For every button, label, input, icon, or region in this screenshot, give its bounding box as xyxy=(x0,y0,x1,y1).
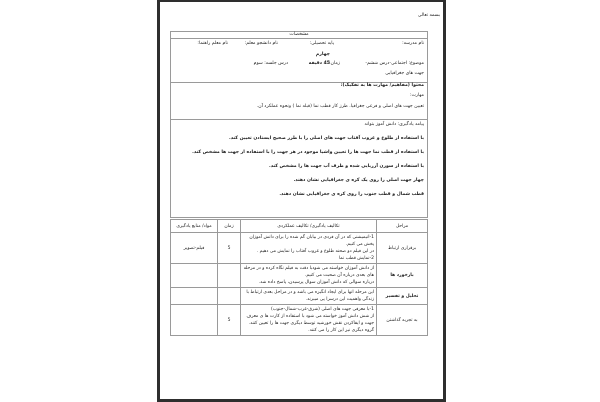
tasks-cell xyxy=(241,305,377,336)
task-line: 1-انیمیشنی که در آن فردی در بیابان گم شده را برای دانش آموزان xyxy=(249,235,374,240)
header-tasks: تکالیف یادگیری/ تکالیف عملکردی xyxy=(241,220,377,233)
content-title: محتوا (مفاهیم/ مهارت ها به تفکیک): xyxy=(340,83,424,88)
mentor-label: نام معلم راهنما: xyxy=(197,41,228,46)
tasks-cell xyxy=(241,264,377,288)
session: درس جلسه: سوم xyxy=(253,61,288,66)
task-line: درباره سوالی که دانش آموزان سوال پرسیدن، پاسخ داده شد. xyxy=(258,280,374,285)
outcome-item: با استفاده از قطب نما جهت ها را تعیین واشیا موجود در هر جهت را با استفاده از جهت ها مشخص کند. xyxy=(192,150,424,155)
skills-text: تعیین جهت های اصلی و فرعی جغرافیا. طرز کار قطب نما (قبله نما ) ونحوه عملکرد آن. xyxy=(256,104,424,109)
stage-cell: تحلیل و تفسیر xyxy=(377,288,428,305)
materials-cell xyxy=(171,264,218,288)
bismillah: بسمه تعالی xyxy=(417,13,440,18)
table-header-row xyxy=(171,220,428,233)
topic: جهت های جغرافیایی xyxy=(385,71,424,76)
task-line: در این فیلم دو صحنه طلوع و غروب آفتاب را نمایش می دهیم . xyxy=(256,249,374,254)
tasks-cell xyxy=(241,233,377,264)
info-title: مشخصات xyxy=(289,32,309,37)
task-line: پخش می کنیم. xyxy=(345,242,374,247)
task-line: زندگی واهمیت این درسرا پی میبرند. xyxy=(305,297,374,302)
tasks-cell xyxy=(241,288,377,305)
table-row xyxy=(171,233,428,264)
outcome-item: با استفاده از سوزن آزربایی شده و ظرف آب جهت ها را مشخص کند. xyxy=(268,164,424,169)
outcome-item: با استفاده از طلوع و غروب آفتاب جهت های اصلی را با طرز صحیح ایستادن تعیین کند. xyxy=(229,136,424,141)
header-materials: مواد/ منابع یادگیری xyxy=(171,220,218,233)
time-cell xyxy=(218,264,241,288)
time-cell: 5 xyxy=(218,305,241,336)
subject: موضوع: اجتماعی-درس ششم- xyxy=(365,61,424,66)
duration-value: 45 دقیقه xyxy=(308,61,330,66)
lesson-table xyxy=(170,219,428,336)
time-cell xyxy=(218,288,241,305)
materials-cell xyxy=(171,288,218,305)
materials-cell xyxy=(171,305,218,336)
duration-label: زمان: xyxy=(329,61,340,66)
stage-cell: به تجربه گذاشتن xyxy=(377,305,428,336)
materials-cell: فیلم-تصویر xyxy=(171,233,218,264)
task-line: این مرحله انها برای ایجاد انگیزه می باشد و در مراحل بعدی ارتباط با xyxy=(246,290,374,295)
stage-cell: برقراری ارتباط xyxy=(377,233,428,264)
table-row xyxy=(171,288,428,305)
stage-cell: بازخورد ها xyxy=(377,264,428,288)
skills-label: مهارت: xyxy=(409,93,424,98)
grade-value: چهارم xyxy=(315,52,330,57)
task-line: از شش دانش آموز خواسته می شود با استفاده از کارت ها ی معرف xyxy=(246,314,374,319)
outcomes-title: پیامد یادگیری: دانش آموز بتواند xyxy=(364,122,424,127)
task-line: 1-با معرفی جهت های اصلی (شرق-غرب-شمال-جنوب) xyxy=(270,307,374,312)
table-row xyxy=(171,305,428,336)
header-stages: مراحل xyxy=(377,220,428,233)
task-line: از دانش آموزان خواسته می شودبا دقت به فیلم نگاه کرده و در مرحله xyxy=(243,266,374,271)
grade-label: پایه تحصیلی: xyxy=(309,41,334,46)
divider xyxy=(170,38,428,39)
time-cell: 5 xyxy=(218,233,241,264)
table-row xyxy=(171,264,428,288)
school-label: نام مدرسه: xyxy=(402,41,424,46)
student-teacher-label: نام دانشجو معلم: xyxy=(244,41,278,46)
outcome-item: چهار جهت اصلی را روی یک کره ی جغرافیایی نشان دهند. xyxy=(293,178,424,183)
task-line: های بعدی درباره آن صحبت می کنیم. xyxy=(305,273,374,278)
task-line: گروه دیگری نیز این کار را می کنند. xyxy=(308,328,374,333)
task-line: جهت و ایفاکردن نقش خورشید توسط دیگری جهت ها را تعیین کنند. xyxy=(248,321,374,326)
header-time: زمان xyxy=(218,220,241,233)
outcome-item: قطب شمال و قطب جنوب را روی کره ی جغرافیایی نشان دهند. xyxy=(279,192,424,197)
task-line: 2-نمایش قطب نما xyxy=(338,256,374,261)
